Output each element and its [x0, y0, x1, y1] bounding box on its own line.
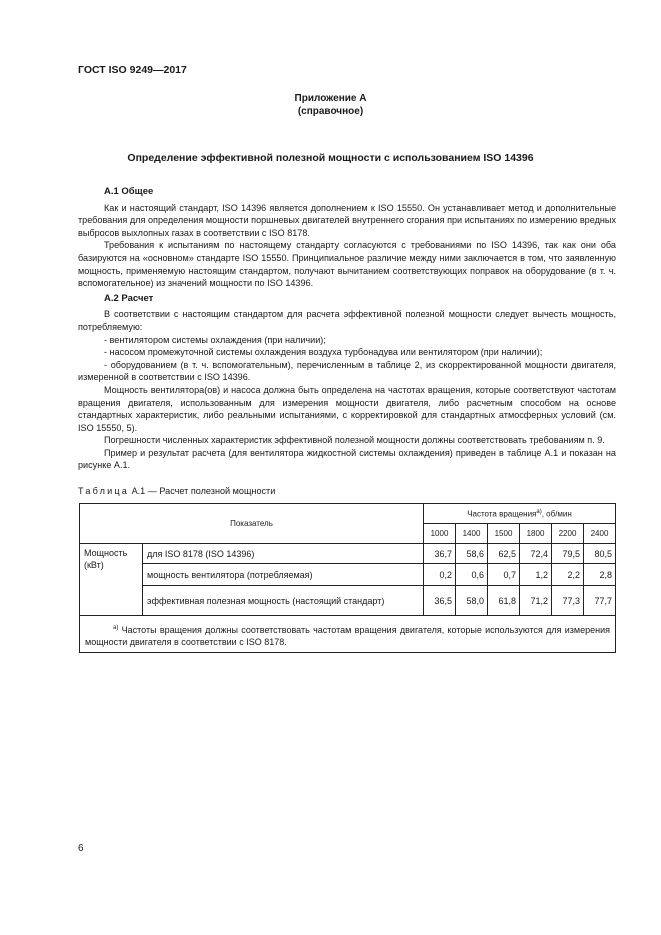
value-cell: 58,0 — [456, 586, 488, 616]
table-caption-text: А.1 — Расчет полезной мощности — [129, 486, 276, 496]
row-label: для ISO 8178 (ISO 14396) — [143, 544, 424, 564]
table-caption-prefix: Таблица — [78, 486, 130, 496]
paragraph: Как и настоящий стандарт, ISO 14396 является дополнением к ISO 15550. Он устанавливает метод и дополнительные требования для определения мощности поршневых двигателей внутреннего сгорания при испытаниях по измерению вредных выбросов выхлопных газах в соответствии с ISO 8178. — [78, 202, 616, 238]
value-cell: 36,5 — [424, 586, 456, 616]
document-header: ГОСТ ISO 9249—2017 — [78, 64, 187, 76]
speed-cell: 1400 — [456, 524, 488, 544]
value-cell: 62,5 — [488, 544, 520, 564]
table-footnote — [80, 616, 616, 653]
speed-cell: 2200 — [552, 524, 584, 544]
speed-cell: 1500 — [488, 524, 520, 544]
value-cell: 58,6 — [456, 544, 488, 564]
value-cell: 2,2 — [552, 564, 584, 586]
table-caption — [78, 486, 275, 496]
row-label: эффективная полезная мощность (настоящий стандарт) — [143, 586, 424, 616]
row-label: мощность вентилятора (потребляемая) — [143, 564, 424, 586]
paragraph: В соответствии с настоящим стандартом для расчета эффективной полезной мощности следует вычесть мощность, потребляемую: — [78, 309, 616, 332]
value-cell: 77,3 — [552, 586, 584, 616]
value-cell: 71,2 — [520, 586, 552, 616]
value-cell: 0,2 — [424, 564, 456, 586]
paragraph: Требования к испытаниям по настоящему стандарту согласуются с требованиями по ISO 14396, так как они оба базируются на «основном» стандарте ISO 15550. Принципиальное различие между ними заключается в том, что заявленную мощность, применяемую настоящим стандартом, получают вычитанием соответствующих поправок на оборудование (в т. ч. вспомогательное) из значений мощности по ISO 14396. — [78, 240, 616, 289]
main-title: Определение эффективной полезной мощности с использованием ISO 14396 — [127, 152, 534, 164]
speed-header-unit: , об/мин — [541, 509, 572, 519]
value-cell: 0,7 — [488, 564, 520, 586]
speed-cell: 2400 — [584, 524, 616, 544]
annex-heading — [0, 92, 661, 118]
speed-cell: 1800 — [520, 524, 552, 544]
indicator-header: Показатель — [80, 504, 424, 544]
footnote-text: Частоты вращения должны соответствовать частотам вращения двигателя, которые используются для измерения мощности двигателя в соответствии с ISO 8178. — [85, 625, 610, 647]
power-table — [79, 503, 616, 653]
value-cell: 2,8 — [584, 564, 616, 586]
value-cell: 36,7 — [424, 544, 456, 564]
paragraph: Погрешности численных характеристик эффективной полезной мощности должны соответствовать требованиям п. 9. — [104, 435, 605, 446]
speed-header — [424, 504, 616, 524]
list-item: - насосом промежуточной системы охлаждения воздуха турбонадува или вентилятором (при наличии); — [104, 347, 543, 358]
list-item: - оборудованием (в т. ч. вспомогательным), перечисленным в таблице 2, из скорректированной мощности двигателя, измеренной в соответствии с ISO 14396. — [78, 359, 616, 383]
value-cell: 77,7 — [584, 586, 616, 616]
group-label: Мощность (кВт) — [80, 544, 143, 616]
footnote-mark: a) — [113, 625, 119, 631]
value-cell: 1,2 — [520, 564, 552, 586]
section-a2-heading: А.2 Расчет — [104, 292, 154, 304]
paragraph: Мощность вентилятора(ов) и насоса должна быть определена на частотах вращения, которые соответствуют частотам вращения двигателя, использованным для измерения мощности двигателя, либо расчетным способом на основе стандартных характеристик, либо реальными испытаниями, с корректировкой для стандартных атмосферных условий (см. ISO 15550, 5). — [78, 384, 616, 433]
speed-header-text: Частота вращения — [467, 509, 537, 519]
speed-cell: 1000 — [424, 524, 456, 544]
value-cell: 61,8 — [488, 586, 520, 616]
value-cell: 72,4 — [520, 544, 552, 564]
value-cell: 0,6 — [456, 564, 488, 586]
annex-title: Приложение А — [294, 93, 367, 104]
document-body — [78, 183, 616, 472]
value-cell: 79,5 — [552, 544, 584, 564]
annex-subtitle: (справочное) — [297, 106, 364, 117]
page-number: 6 — [78, 843, 84, 854]
list-item: - вентилятором системы охлаждения (при наличии); — [104, 334, 326, 345]
speed-header-footnote-mark: a) — [536, 508, 542, 515]
paragraph: Пример и результат расчета (для вентилятора жидкостной системы охлаждения) приведен в таблице А.1 и показан на рисунке А.1. — [78, 447, 616, 471]
value-cell: 80,5 — [584, 544, 616, 564]
section-a1-heading: А.1 Общее — [104, 186, 154, 197]
